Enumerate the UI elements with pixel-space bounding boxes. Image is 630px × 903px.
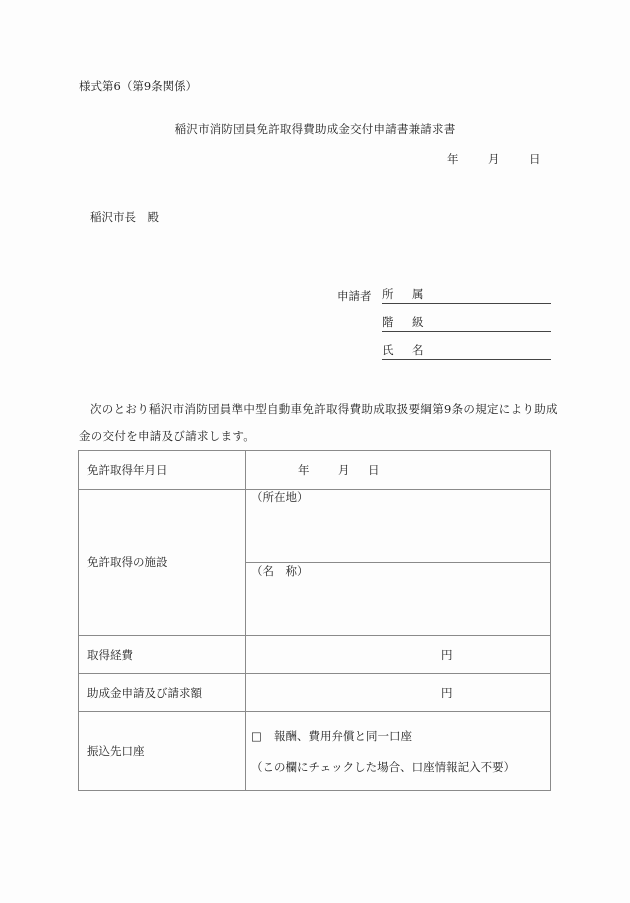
acquisition-cost-label: 取得経費 <box>87 648 133 662</box>
row-divider <box>79 711 550 712</box>
affiliation-label-1: 所 <box>382 287 394 301</box>
rank-label-1: 階 <box>382 315 394 329</box>
applicant-label: 申請者 <box>337 289 372 303</box>
row-divider <box>79 673 550 674</box>
name-label-2: 名 <box>412 343 424 357</box>
document-title: 稲沢市消防団員免許取得費助成金交付申請書兼請求書 <box>174 122 456 136</box>
license-date-year[interactable]: 年 <box>298 463 310 477</box>
license-date-day[interactable]: 日 <box>368 463 380 477</box>
facility-label: 免許取得の施設 <box>87 555 168 569</box>
body-text-line-2: 金の交付を申請及び請求します。 <box>79 429 256 443</box>
column-divider <box>245 451 246 790</box>
form-number: 様式第6（第9条関係） <box>79 79 198 93</box>
affiliation-label-2: 属 <box>412 287 424 301</box>
row-divider <box>79 489 550 490</box>
rank-label-2: 級 <box>412 315 424 329</box>
grant-amount-unit[interactable]: 円 <box>441 686 453 700</box>
affiliation-field[interactable] <box>382 289 551 304</box>
acquisition-cost-unit[interactable]: 円 <box>441 648 453 662</box>
facility-address-field[interactable]: （所在地） <box>251 490 309 504</box>
name-field[interactable] <box>382 345 551 360</box>
date-year-label: 年 <box>447 152 459 166</box>
same-account-checkbox-label: 報酬、費用弁償と同一口座 <box>274 729 412 743</box>
same-account-checkbox[interactable]: □ <box>251 729 262 743</box>
name-label-1: 氏 <box>382 343 394 357</box>
license-date-month[interactable]: 月 <box>338 463 350 477</box>
grant-amount-label: 助成金申請及び請求額 <box>87 686 202 700</box>
date-month-label: 月 <box>488 152 500 166</box>
bank-account-label: 振込先口座 <box>87 744 145 758</box>
addressee: 稲沢市長 殿 <box>90 210 159 224</box>
facility-inner-divider <box>245 562 550 563</box>
row-divider <box>79 635 550 636</box>
body-text-line-1: 次のとおり稲沢市消防団員準中型自動車免許取得費助成取扱要綱第9条の規定により助成 <box>90 402 558 416</box>
application-table <box>78 450 551 791</box>
rank-field[interactable] <box>382 317 551 332</box>
bank-account-note: （この欄にチェックした場合、口座情報記入不要） <box>251 760 516 774</box>
date-day-label: 日 <box>529 152 541 166</box>
license-date-label: 免許取得年月日 <box>87 463 168 477</box>
facility-name-field[interactable]: （名 称） <box>251 564 309 578</box>
